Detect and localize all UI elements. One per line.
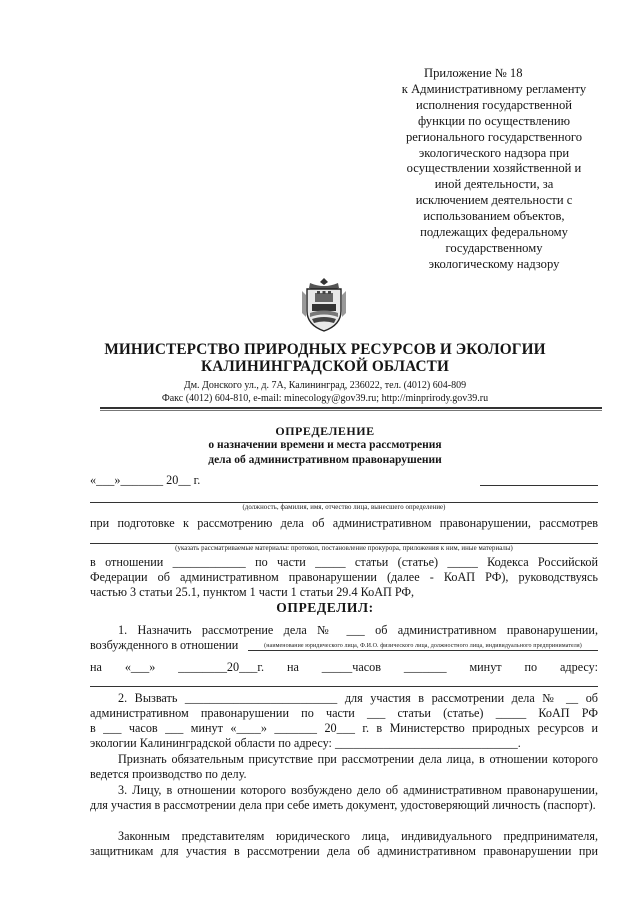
annex-line: регионального государственного: [405, 129, 583, 144]
point-1-continued: возбужденного в отношении: [90, 638, 239, 652]
regard-line: частью 3 статьи 25.1, пунктом 1 части 1 статьи 29.4 КоАП РФ,: [90, 585, 415, 599]
materials-blank: [90, 543, 598, 544]
header-divider-thin: [100, 410, 602, 411]
header-divider: [100, 407, 602, 409]
official-blank: [90, 502, 598, 503]
date-line: «___»_______ 20__ г.: [90, 473, 201, 487]
caption-official: (должность, фамилия, имя, отчество лица, вынесшего определение): [242, 504, 446, 511]
caption-materials: (указать рассматриваемые материалы: протокол, постановление прокурора, приложения к ним, иные материалы): [175, 545, 513, 552]
point-1-datetime: на «___» ________20___г. на _____часов _______ минут по адресу:: [90, 660, 598, 674]
regard-line: в отношении ____________ по части _____ статьи (статье) _____ Кодекса Российской: [90, 555, 598, 569]
point-3: 3. Лицу, в отношении которого возбуждено дело об административном правонарушении, для участия в рассмотрении дела при себе иметь документ, удостоверяющий личность (паспорт).: [90, 783, 598, 812]
annex-heading: Приложение № 18: [424, 66, 523, 80]
annex-line: к Административному регламенту: [401, 81, 587, 96]
point-2-line: экологии Калининградской области по адресу: ______________________________.: [90, 736, 521, 750]
point-4: Законным представителям юридического лица, индивидуального предпринимателя,: [118, 829, 598, 843]
annex-line: государственному: [445, 240, 543, 255]
annex-line: исполнения государственной: [416, 97, 572, 112]
address-blank: [90, 686, 598, 687]
regard-line: Федерации об административном правонарушении (далее - КоАП РФ), руководствуясь: [90, 570, 598, 584]
document-title: [150, 424, 500, 468]
annex-line: экологического надзора при: [418, 145, 570, 160]
annex-block: [384, 66, 604, 273]
decided-heading: ОПРЕДЕЛИЛ:: [276, 600, 374, 615]
annex-line: экологическому надзору: [428, 256, 560, 271]
annex-line: иной деятельности, за: [434, 177, 554, 192]
ministry-address: Дм. Донского ул., д. 7А, Калининград, 236022, тел. (4012) 604-809: [183, 380, 467, 391]
presence-paragraph: Признать обязательным присутствие при рассмотрении дела лица, в отношении которого ведется производство по делу.: [90, 752, 598, 781]
title-main: ОПРЕДЕЛЕНИЕ: [275, 424, 375, 438]
coat-of-arms-icon: [300, 277, 348, 333]
caption-entity: (наименование юридического лица, Ф.И.О. физического лица, должностного лица, индивидуального предпринимателя): [264, 643, 582, 649]
annex-line: исключением деятельности с: [415, 193, 573, 208]
title-subtitle: дела об административном правонарушении: [208, 454, 442, 466]
point-2: 2. Вызвать _________________________ для участия в рассмотрении дела № __ об: [118, 691, 598, 705]
annex-line: подлежащих федеральному: [420, 225, 568, 240]
ministry-contacts: Факс (4012) 604-810, e-mail: minecology@gov39.ru; http://minprirody.gov39.ru: [161, 393, 489, 404]
preparation-line: при подготовке к рассмотрению дела об административном правонарушении, рассмотрев: [90, 516, 598, 530]
annex-line: осуществлении хозяйственной и: [406, 161, 582, 176]
title-subtitle: о назначении времени и места рассмотрения: [208, 439, 442, 451]
entity-blank: [248, 650, 598, 651]
point-2-line: в ___ часов ___ минут «____» _______ 20___ г. в Министерство природных ресурсов и: [90, 721, 598, 735]
point-2-line: административном правонарушении по части ___ статьи (статье) _____ КоАП РФ: [90, 706, 598, 720]
ministry-header: [90, 341, 560, 405]
point-4-line: защитникам для участия в рассмотрении дела об административном правонарушении при: [90, 844, 598, 858]
ministry-name: МИНИСТЕРСТВО ПРИРОДНЫХ РЕСУРСОВ И ЭКОЛОГИИ: [104, 341, 546, 358]
annex-line: функции по осуществлению: [417, 113, 571, 128]
place-blank: [480, 485, 598, 486]
point-1: 1. Назначить рассмотрение дела № ___ об административном правонарушении,: [118, 623, 598, 637]
ministry-region: КАЛИНИНГРАДСКОЙ ОБЛАСТИ: [201, 358, 449, 375]
annex-line: использованием объектов,: [423, 209, 565, 224]
